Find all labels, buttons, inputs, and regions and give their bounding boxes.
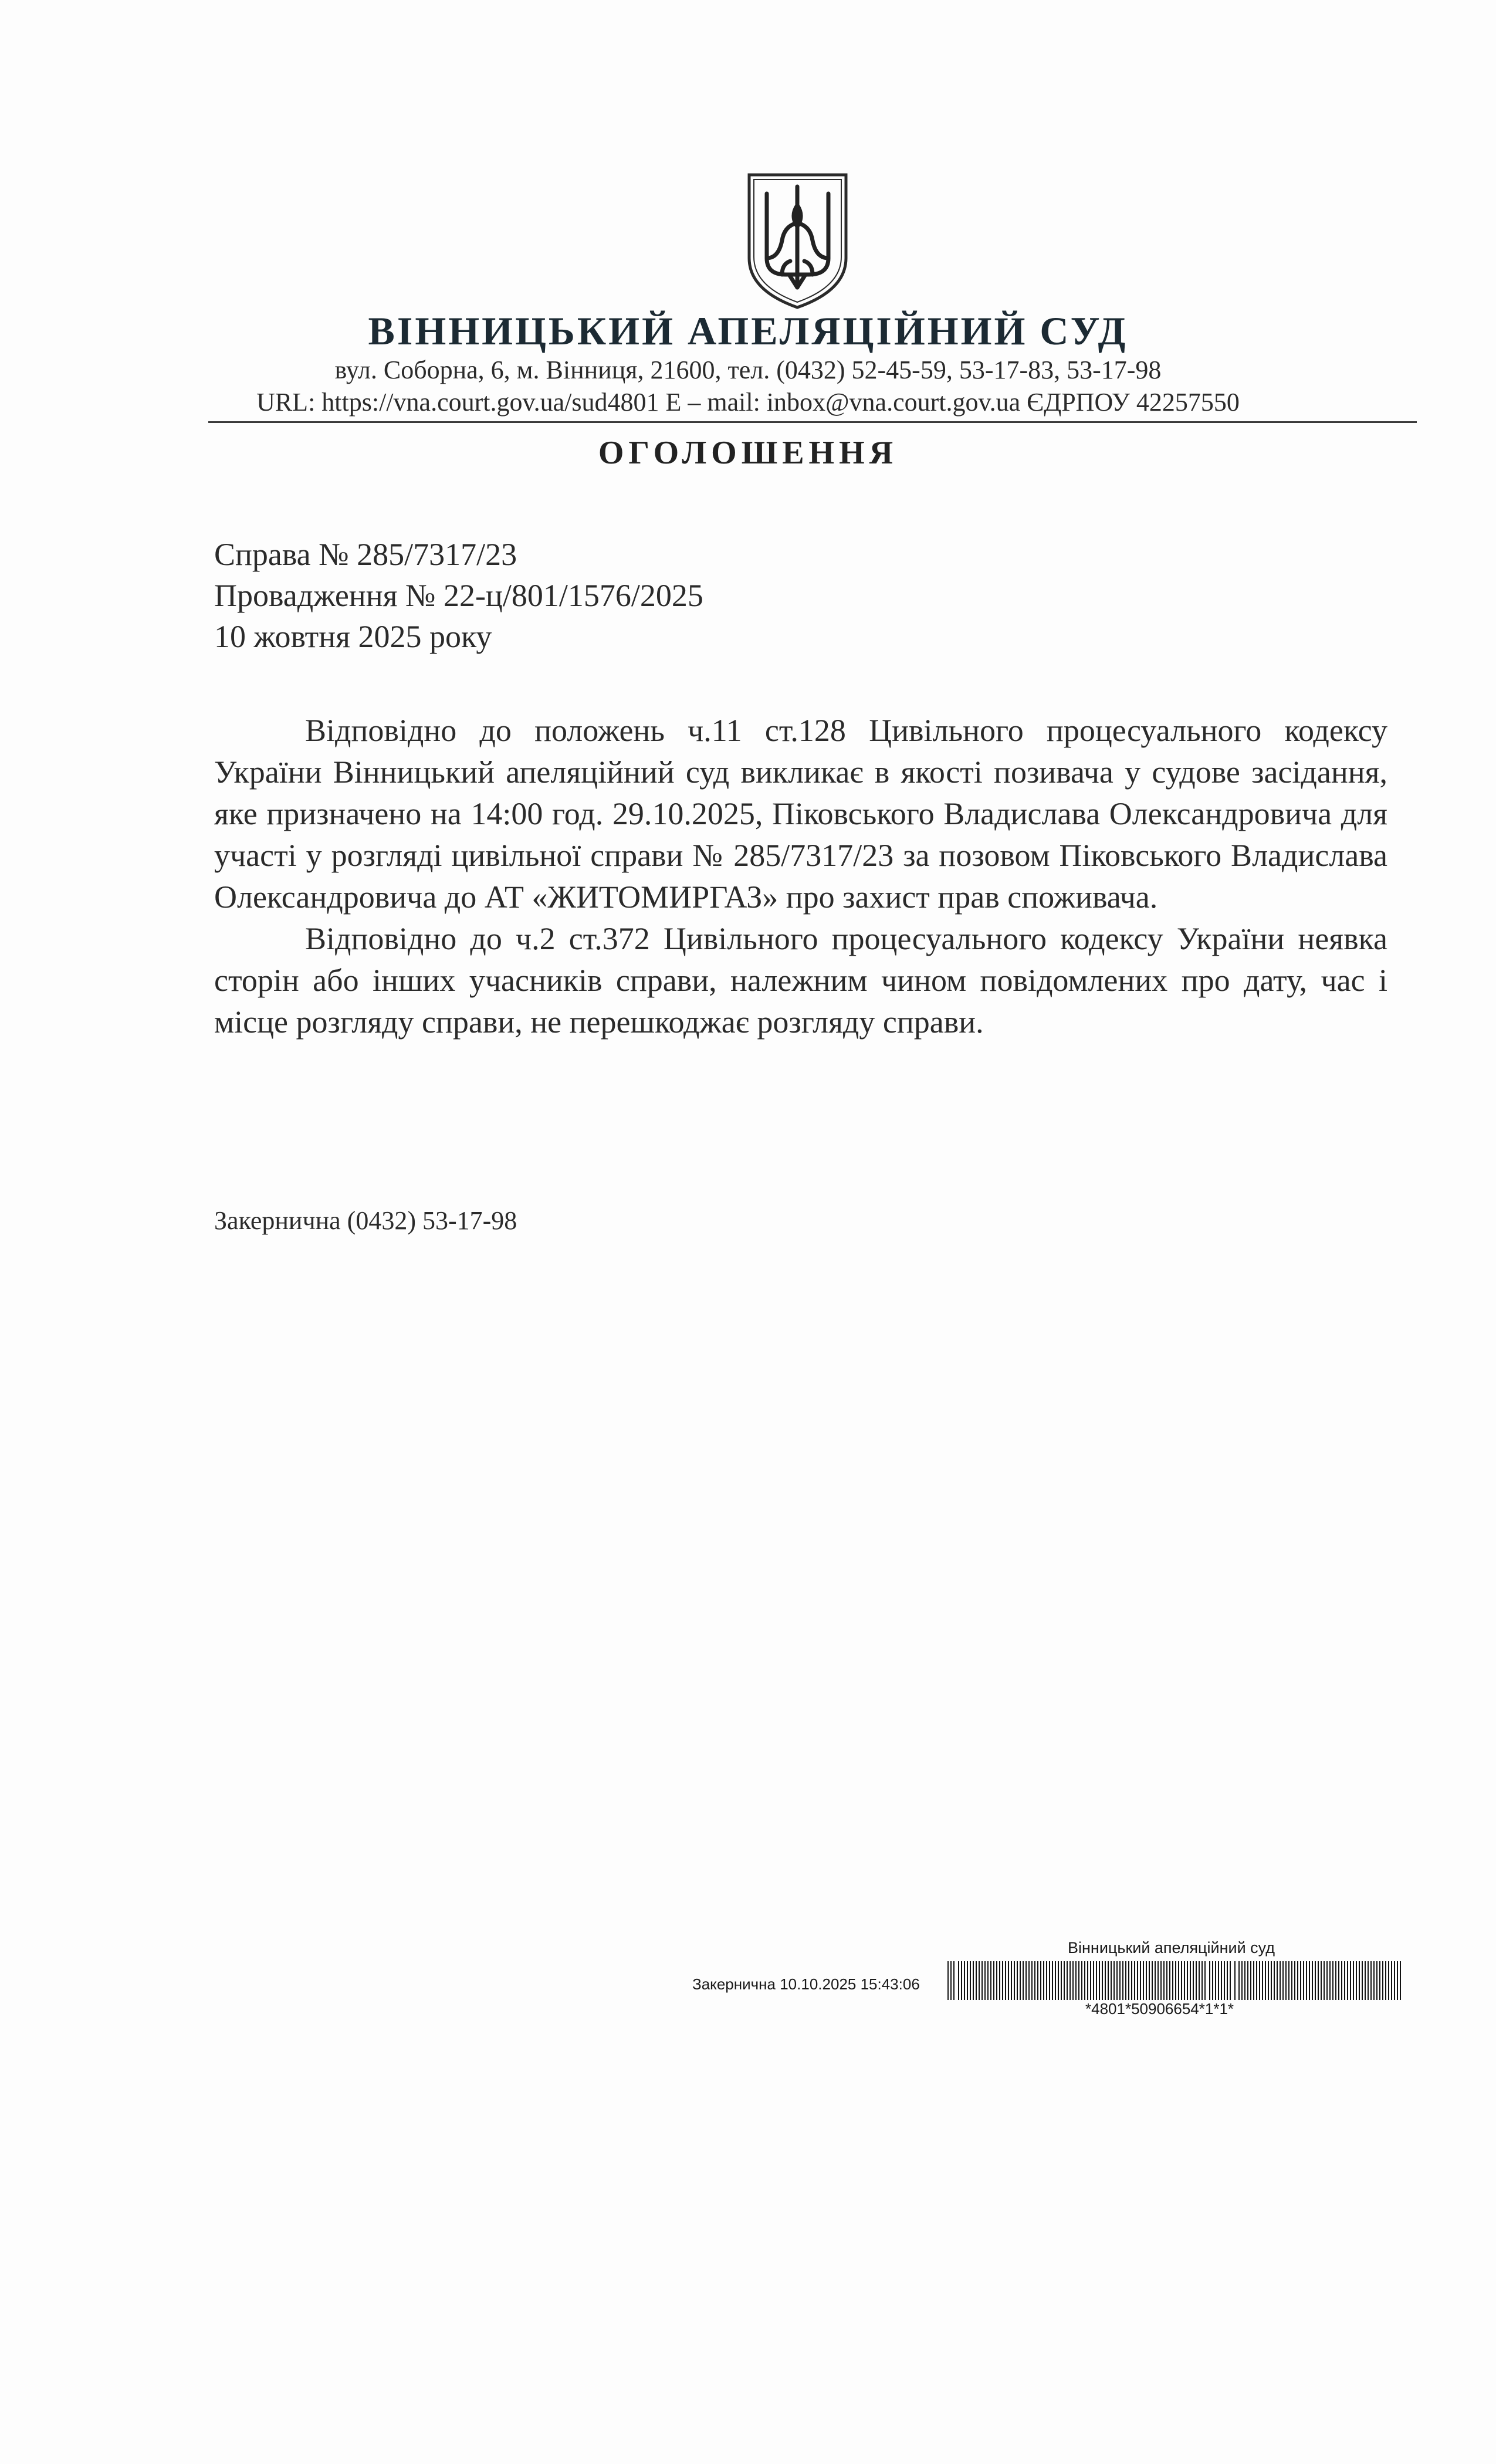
barcode-bar [987, 1961, 989, 2000]
barcode-bar [1347, 1961, 1348, 2000]
barcode-bar [1215, 1961, 1216, 2000]
barcode-bar [1285, 1961, 1287, 2000]
barcode-bar [1218, 1961, 1219, 2000]
barcode-bar [1169, 1961, 1170, 2000]
barcode-bar [1282, 1961, 1284, 2000]
barcode-bar [1134, 1961, 1135, 2000]
barcode-bar [1067, 1961, 1068, 2000]
barcode-bar [1025, 1961, 1027, 2000]
barcode-bar [1300, 1961, 1301, 2000]
barcode-icon [947, 1961, 1405, 2000]
barcode-bar [1341, 1961, 1342, 2000]
barcode-bar [1017, 1961, 1018, 2000]
barcode-bar [1160, 1961, 1162, 2000]
barcode-bar [1178, 1961, 1179, 2000]
barcode-bar [1143, 1961, 1144, 2000]
barcode-bar [1256, 1961, 1257, 2000]
barcode-bar [1055, 1961, 1056, 2000]
case-number: Справа № 285/7317/23 [214, 537, 517, 572]
barcode-bar [950, 1961, 952, 2000]
barcode-bar [1131, 1961, 1132, 2000]
barcode-bar [1250, 1961, 1251, 2000]
barcode-bar [1149, 1961, 1150, 2000]
barcode-bar [1247, 1961, 1248, 2000]
barcode-bar [953, 1961, 955, 2000]
barcode-bar [1324, 1961, 1325, 2000]
barcode-bar [1064, 1961, 1065, 2000]
barcode-bar [1385, 1961, 1386, 2000]
barcode-bar [1297, 1961, 1298, 2000]
barcode-bar [1227, 1961, 1228, 2000]
barcode-bar [1166, 1961, 1167, 2000]
court-contacts: URL: https://vna.court.gov.ua/sud4801 E – mail: inbox@vna.court.gov.ua ЄДРПОУ 42257550 [256, 388, 1240, 417]
barcode-bar [1221, 1961, 1222, 2000]
barcode-bar [1046, 1961, 1047, 2000]
barcode-bar [1187, 1961, 1188, 2000]
barcode-bar [1093, 1961, 1094, 2000]
barcode-bar [1204, 1961, 1206, 2000]
barcode-bar [1244, 1961, 1245, 2000]
barcode-bar [1034, 1961, 1035, 2000]
barcode-bar [1259, 1961, 1260, 2000]
barcode-bar [1230, 1961, 1231, 2000]
barcode-bar [1344, 1961, 1345, 2000]
barcode-bar [1312, 1961, 1313, 2000]
barcode-bar [1111, 1961, 1112, 2000]
barcode-bar [1052, 1961, 1053, 2000]
barcode-bar [1061, 1961, 1062, 2000]
proceeding-number: Провадження № 22-ц/801/1576/2025 [214, 578, 703, 613]
barcode-bar [1037, 1961, 1038, 2000]
barcode-bar [1155, 1961, 1156, 2000]
barcode-bar [1113, 1961, 1115, 2000]
barcode-bar [993, 1961, 994, 2000]
barcode-bar [1350, 1961, 1351, 2000]
barcode-bar [1332, 1961, 1333, 2000]
barcode-bar [1262, 1961, 1263, 2000]
barcode-bar [1181, 1961, 1182, 2000]
barcode-bar [1394, 1961, 1395, 2000]
barcode-bar [967, 1961, 968, 2000]
barcode-bar [1335, 1961, 1336, 2000]
barcode-bar [1400, 1961, 1401, 2000]
barcode-bar [1081, 1961, 1082, 2000]
electronic-stamp [692, 1939, 1408, 2018]
barcode-bar [1303, 1961, 1304, 2000]
barcode-bar [1201, 1961, 1203, 2000]
barcode-bar [1040, 1961, 1041, 2000]
barcode-bar [1209, 1961, 1210, 2000]
barcode-bar [1373, 1961, 1375, 2000]
case-meta [214, 534, 703, 657]
barcode-bar [1382, 1961, 1383, 2000]
barcode-bar [1011, 1961, 1012, 2000]
barcode-bar [1087, 1961, 1088, 2000]
barcode-bar [1224, 1961, 1225, 2000]
barcode-bar [1125, 1961, 1126, 2000]
barcode-bar [990, 1961, 991, 2000]
barcode-bar [1084, 1961, 1085, 2000]
barcode-bar [1397, 1961, 1398, 2000]
barcode-bar [1137, 1961, 1138, 2000]
stamp-court-name: Вінницький апеляційний суд [1068, 1939, 1275, 1957]
court-address: вул. Соборна, 6, м. Вінниця, 21600, тел. (0432) 52-45-59, 53-17-83, 53-17-98 [334, 356, 1162, 384]
announcement-body [214, 710, 1387, 1043]
court-name: ВІННИЦЬКИЙ АПЕЛЯЦІЙНИЙ СУД [368, 309, 1128, 353]
barcode-bar [1353, 1961, 1354, 2000]
barcode-bar [1108, 1961, 1109, 2000]
document-date: 10 жовтня 2025 року [214, 619, 492, 654]
barcode-bar [1119, 1961, 1121, 2000]
barcode-bar [1356, 1961, 1357, 2000]
barcode-bar [958, 1961, 959, 2000]
barcode-bar [1238, 1961, 1240, 2000]
barcode-bar [1049, 1961, 1050, 2000]
barcode-bar [1190, 1961, 1191, 2000]
barcode-bar [981, 1961, 983, 2000]
barcode-bar [1376, 1961, 1377, 2000]
header-divider [208, 421, 1417, 423]
barcode-bar [1234, 1961, 1236, 2000]
stamp-signature: Закернична 10.10.2025 15:43:06 [692, 1975, 920, 1993]
barcode-bar [1315, 1961, 1316, 2000]
barcode-bar [1014, 1961, 1015, 2000]
barcode-bar [1294, 1961, 1295, 2000]
barcode-bar [1309, 1961, 1310, 2000]
barcode-bar [1090, 1961, 1091, 2000]
barcode-bar [973, 1961, 974, 2000]
barcode-bar [1370, 1961, 1372, 2000]
stamp-code: *4801*50906654*1*1* [1085, 2000, 1234, 2018]
barcode-bar [1379, 1961, 1380, 2000]
barcode-bar [1140, 1961, 1141, 2000]
barcode-bar [1265, 1961, 1266, 2000]
barcode-bar [1321, 1961, 1322, 2000]
barcode-bar [1099, 1961, 1100, 2000]
barcode-bar [1175, 1961, 1176, 2000]
contact-person: Закернична (0432) 53-17-98 [214, 1206, 517, 1235]
barcode-bar [1031, 1961, 1033, 2000]
barcode-bar [1028, 1961, 1030, 2000]
barcode-bar [1196, 1961, 1197, 2000]
barcode-bar [1318, 1961, 1319, 2000]
barcode-bar [1362, 1961, 1363, 2000]
barcode-bar [1172, 1961, 1173, 2000]
barcode-bar [1288, 1961, 1289, 2000]
barcode-bar [1193, 1961, 1194, 2000]
barcode-bar [1020, 1961, 1021, 2000]
barcode-bar [1277, 1961, 1278, 2000]
barcode-bar [947, 1961, 949, 2000]
barcode-bar [1391, 1961, 1392, 2000]
barcode-bar [1359, 1961, 1360, 2000]
barcode-bar [976, 1961, 977, 2000]
barcode-bar [1122, 1961, 1123, 2000]
barcode-bar [1365, 1961, 1366, 2000]
barcode-bar [1023, 1961, 1024, 2000]
coat-of-arms-icon [743, 170, 852, 311]
barcode-bar [1096, 1961, 1097, 2000]
barcode-bar [970, 1961, 971, 2000]
barcode-bar [1241, 1961, 1243, 2000]
barcode-bar [1253, 1961, 1254, 2000]
barcode-bar [1329, 1961, 1331, 2000]
barcode-bar [1163, 1961, 1165, 2000]
paragraph-absence: Відповідно до ч.2 ст.372 Цивільного процесуального кодексу України неявка сторін або інших учасників справи, належним чином повідомлених про дату, час і місце розгляду справи, не перешкоджає розгляду справи. [214, 921, 1387, 1040]
barcode-bar [1268, 1961, 1269, 2000]
barcode-bar [979, 1961, 980, 2000]
barcode-bar [1157, 1961, 1159, 2000]
barcode-bar [1306, 1961, 1307, 2000]
barcode-bar [1002, 1961, 1003, 2000]
barcode-bar [1078, 1961, 1079, 2000]
barcode-bar [1116, 1961, 1118, 2000]
barcode-bar [1280, 1961, 1281, 2000]
barcode-bar [1128, 1961, 1129, 2000]
paragraph-summons: Відповідно до положень ч.11 ст.128 Цивільного процесуального кодексу України Вінницький апеляційний суд викликає в якості позивача у судове засідання, яке призначено на 14:00 год. 29.10.2025, Піковського Владислава Олександровича для участі у розгляді цивільної справи № 285/7317/23 за позовом Піковського Владислава Олександровича до АТ «ЖИТОМИРГАЗ» про захист прав споживача. [214, 713, 1387, 915]
barcode-bar [1271, 1961, 1272, 2000]
barcode-bar [996, 1961, 997, 2000]
barcode-bar [964, 1961, 965, 2000]
document-title: ОГОЛОШЕННЯ [598, 435, 898, 471]
barcode-bar [1291, 1961, 1292, 2000]
barcode-bar [999, 1961, 1000, 2000]
barcode-bar [984, 1961, 986, 2000]
barcode-bar [1102, 1961, 1103, 2000]
barcode-bar [1274, 1961, 1275, 2000]
barcode-bar [1338, 1961, 1339, 2000]
barcode-bar [1212, 1961, 1213, 2000]
barcode-bar [1146, 1961, 1147, 2000]
barcode-bar [1368, 1961, 1369, 2000]
barcode-bar [1005, 1961, 1006, 2000]
barcode-bar [1008, 1961, 1009, 2000]
barcode-bar [1152, 1961, 1153, 2000]
barcode-bar [1058, 1961, 1059, 2000]
barcode-bar [1072, 1961, 1074, 2000]
barcode-bar [961, 1961, 962, 2000]
barcode-bar [1069, 1961, 1071, 2000]
barcode-bar [1388, 1961, 1389, 2000]
barcode-bar [1184, 1961, 1185, 2000]
barcode-bar [1199, 1961, 1200, 2000]
barcode-bar [1326, 1961, 1328, 2000]
barcode-bar [1075, 1961, 1077, 2000]
barcode-bar [1043, 1961, 1044, 2000]
barcode-bar [1105, 1961, 1106, 2000]
